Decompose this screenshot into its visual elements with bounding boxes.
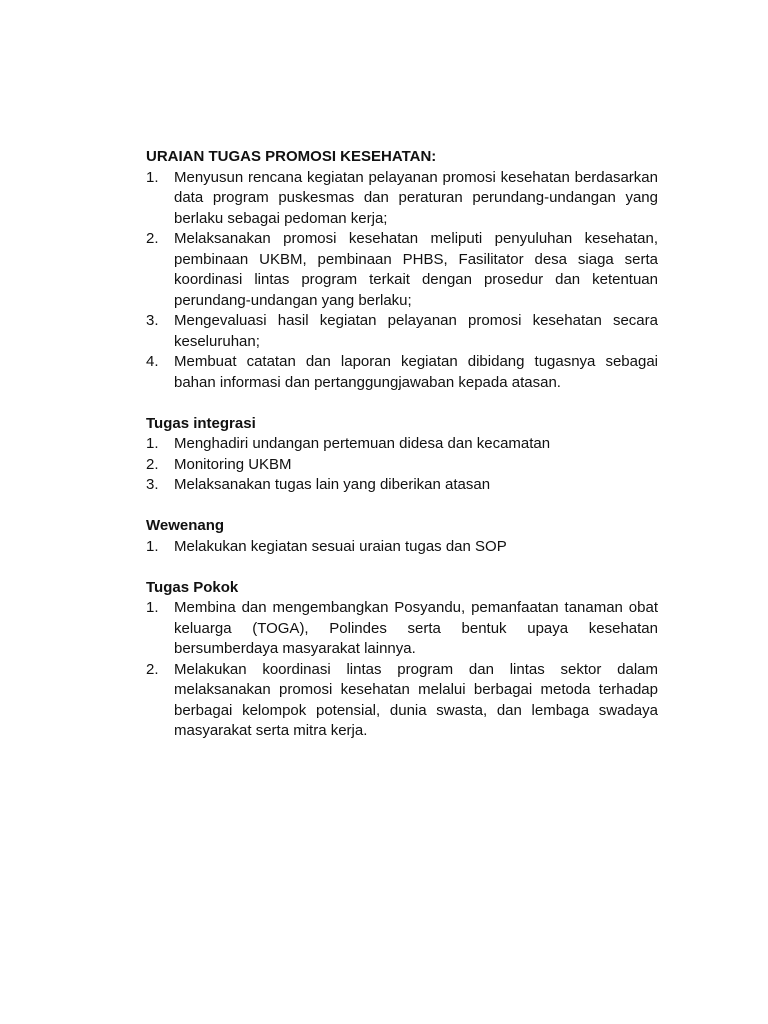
list-item: [146, 475, 658, 496]
section-tugas-integrasi: [146, 414, 658, 496]
item-text: Membuat catatan dan laporan kegiatan dibidang tugasnya sebagai bahan informasi dan pertanggungjawaban kepada atasan.: [174, 353, 658, 391]
task-list: [146, 537, 658, 558]
item-text: Menyusun rencana kegiatan pelayanan promosi kesehatan berdasarkan data program puskesmas dan peraturan perundang-undangan yang berlaku sebagai pedoman kerja;: [174, 168, 658, 227]
section-heading: Tugas integrasi: [146, 414, 256, 432]
list-item: [146, 229, 658, 311]
document-page: [146, 147, 658, 762]
list-item: [146, 537, 658, 558]
section-uraian-tugas: [146, 147, 658, 393]
list-item: [146, 455, 658, 476]
list-item: [146, 660, 658, 742]
section-tugas-pokok: [146, 578, 658, 742]
item-text: Monitoring UKBM: [174, 455, 292, 473]
section-heading: Tugas Pokok: [146, 578, 239, 596]
item-number: 3.: [146, 476, 159, 493]
item-number: 1.: [146, 168, 159, 186]
item-number: 2.: [146, 455, 159, 473]
item-text: Mengevaluasi hasil kegiatan pelayanan promosi kesehatan secara keseluruhan;: [174, 312, 658, 350]
item-text: Melakukan kegiatan sesuai uraian tugas dan SOP: [174, 537, 507, 555]
item-number: 2.: [146, 230, 159, 247]
list-item: [146, 434, 658, 455]
item-number: 3.: [146, 312, 159, 329]
item-text: Melaksanakan tugas lain yang diberikan atasan: [174, 476, 491, 493]
section-wewenang: [146, 516, 658, 557]
item-number: 4.: [146, 353, 159, 370]
section-heading: URAIAN TUGAS PROMOSI KESEHATAN:: [146, 148, 437, 165]
item-text: Menghadiri undangan pertemuan didesa dan kecamatan: [174, 435, 551, 452]
item-text: Melaksanakan promosi kesehatan meliputi penyuluhan kesehatan, pembinaan UKBM, pembinaan PHBS, Fasilitator desa siaga serta koordinasi lintas program terkait dengan prosedur dan ketentuan perundang-undangan yang berlaku;: [174, 230, 658, 309]
item-number: 1.: [146, 435, 159, 452]
section-heading: Wewenang: [146, 517, 225, 534]
task-list: [146, 168, 658, 394]
item-number: 1.: [146, 599, 159, 616]
item-text: Membina dan mengembangkan Posyandu, pemanfaatan tanaman obat keluarga (TOGA), Polindes serta bentuk upaya kesehatan bersumberdaya masyarakat lainnya.: [174, 599, 658, 657]
item-text: Melakukan koordinasi lintas program dan lintas sektor dalam melaksanakan promosi kesehatan melalui berbagai metoda terhadap berbagai kelompok potensial, dunia swasta, dan lembaga swadaya masyarakat serta mitra kerja.: [174, 660, 658, 739]
list-item: [146, 352, 658, 393]
list-item: [146, 598, 658, 660]
item-number: 2.: [146, 660, 159, 678]
task-list: [146, 598, 658, 742]
list-item: [146, 311, 658, 352]
item-number: 1.: [146, 537, 159, 555]
list-item: [146, 168, 658, 230]
task-list: [146, 434, 658, 496]
